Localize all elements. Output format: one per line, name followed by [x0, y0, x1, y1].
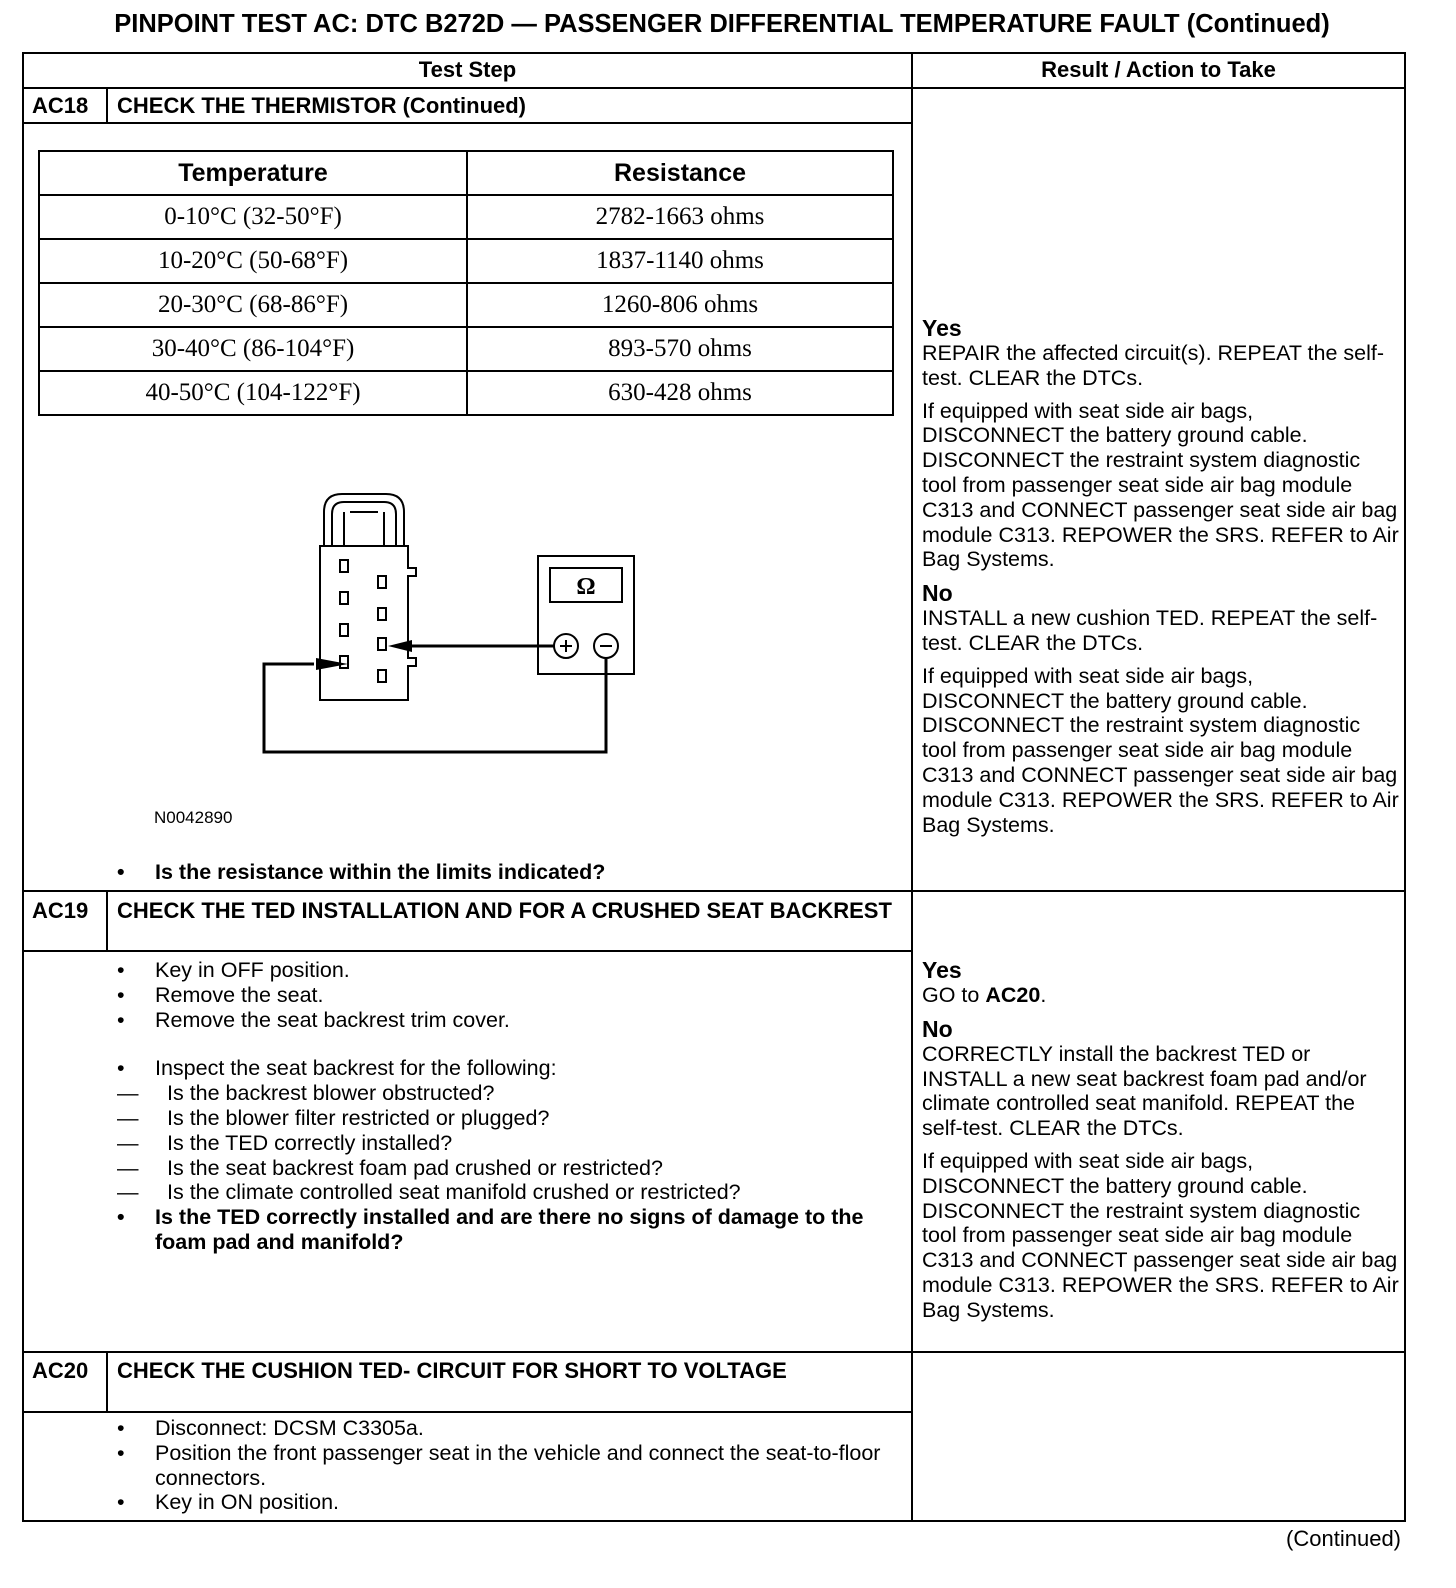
list-item: • Disconnect: DCSM C3305a. — [117, 1416, 424, 1440]
resistance-cell: 2782-1663 ohms — [467, 195, 893, 239]
temperature-cell: 30-40°C (86-104°F) — [39, 327, 467, 371]
list-item: • Remove the seat. — [117, 982, 324, 1007]
check-item: — Is the climate controlled seat manifold crushed or restricted? — [117, 1180, 741, 1205]
table-row — [39, 239, 893, 283]
resistance-cell: 1837-1140 ohms — [467, 239, 893, 283]
result-yes-text: REPAIR the affected circuit(s). REPEAT the self-test. CLEAR the DTCs. — [922, 341, 1385, 390]
list-item: • Position the front passenger seat in the vehicle and connect the seat-to-floor connectors. — [117, 1440, 881, 1490]
resistance-table — [38, 150, 894, 416]
check-item: — Is the blower filter restricted or plugged? — [117, 1105, 550, 1130]
table-row — [39, 195, 893, 239]
table-header-temperature: Temperature — [39, 151, 467, 195]
check-item: — Is the backrest blower obstructed? — [117, 1081, 495, 1106]
figure-id: N0042890 — [154, 808, 233, 827]
connector-pin — [378, 638, 386, 650]
step-title-ac18: CHECK THE THERMISTOR (Continued) — [117, 93, 527, 118]
table-row — [39, 327, 893, 371]
ac18-result — [922, 315, 1400, 837]
page-title: PINPOINT TEST AC: DTC B272D — PASSENGER DIFFERENTIAL TEMPERATURE FAULT (Continued) — [114, 10, 1330, 38]
list-item: • Remove the seat backrest trim cover. — [117, 1007, 510, 1032]
temperature-cell: 20-30°C (68-86°F) — [39, 283, 467, 327]
ac19-result — [922, 957, 1400, 1323]
result-no-note: If equipped with seat side air bags, DISCONNECT the battery ground cable. DISCONNECT the restraint system diagnostic tool from passenger seat side air bag module C313 and CONNECT passenger seat side air bag module C313. REPOWER the SRS. REFER to Air Bag Systems. — [922, 663, 1399, 837]
ac18-question: • Is the resistance within the limits indicated? — [117, 860, 606, 884]
result-yes-text: GO to AC20. — [922, 983, 1047, 1007]
result-yes-label: Yes — [922, 957, 962, 983]
step-title-ac20: CHECK THE CUSHION TED- CIRCUIT FOR SHORT TO VOLTAGE — [117, 1358, 787, 1383]
check-item: — Is the seat backrest foam pad crushed or restricted? — [117, 1155, 663, 1180]
connector-pin — [378, 608, 386, 620]
column-divider — [911, 54, 913, 1520]
result-yes-label: Yes — [922, 315, 962, 341]
step-title-ac19: CHECK THE TED INSTALLATION AND FOR A CRUSHED SEAT BACKREST — [117, 898, 892, 923]
result-no-label: No — [922, 580, 953, 607]
result-no-label: No — [922, 1015, 953, 1042]
step-id-ac18: AC18 — [32, 93, 89, 118]
resistance-cell: 630-428 ohms — [467, 371, 893, 415]
column-header-result: Result / Action to Take — [1041, 57, 1276, 82]
list-item: • Key in ON position. — [117, 1490, 340, 1515]
ohmmeter-connector-diagram — [254, 484, 674, 764]
ac19-steps — [117, 958, 897, 1255]
ac20-steps — [117, 1416, 897, 1515]
list-item: • Inspect the seat backrest for the following: — [117, 1056, 557, 1081]
bullet: • — [117, 860, 125, 884]
step-id-ac20: AC20 — [32, 1358, 89, 1383]
temperature-cell: 0-10°C (32-50°F) — [39, 195, 467, 239]
connector-pin — [378, 670, 386, 682]
connector-pin — [340, 624, 348, 636]
header-divider — [24, 87, 1404, 89]
result-yes-note: If equipped with seat side air bags, DISCONNECT the battery ground cable. DISCONNECT the restraint system diagnostic tool from passenger seat side air bag module C313 and CONNECT passenger seat side air bag module C313. REPOWER the SRS. REFER to Air Bag Systems. — [922, 398, 1399, 572]
table-header-resistance: Resistance — [467, 151, 893, 195]
temperature-cell: 10-20°C (50-68°F) — [39, 239, 467, 283]
ac19-question: • Is the TED correctly installed and are there no signs of damage to the foam pad and manifold? — [117, 1205, 864, 1254]
result-no-note: If equipped with seat side air bags, DISCONNECT the battery ground cable. DISCONNECT the restraint system diagnostic tool from passenger seat side air bag module C313 and CONNECT passenger seat side air bag module C313. REPOWER the SRS. REFER to Air Bag Systems. — [922, 1148, 1399, 1322]
connector-pin — [378, 576, 386, 588]
negative-test-lead — [264, 658, 606, 752]
list-item: • Key in OFF position. — [117, 958, 350, 982]
connector-body — [320, 546, 416, 700]
pinpoint-test-table — [22, 52, 1406, 1522]
temperature-cell: 40-50°C (104-122°F) — [39, 371, 467, 415]
ohm-symbol: Ω — [576, 574, 596, 600]
column-header-test-step: Test Step — [418, 57, 517, 82]
go-to-step-link[interactable]: AC20 — [985, 983, 1041, 1007]
table-row — [39, 371, 893, 415]
connector-pin — [340, 560, 348, 572]
resistance-cell: 893-570 ohms — [467, 327, 893, 371]
connector-pin — [340, 656, 348, 668]
step-id-ac19: AC19 — [32, 898, 89, 923]
resistance-cell: 1260-806 ohms — [467, 283, 893, 327]
result-no-text: CORRECTLY install the backrest TED or INSTALL a new seat backrest foam pad and/or climate controlled seat manifold. REPEAT the self-test. CLEAR the DTCs. — [922, 1041, 1367, 1141]
check-item: — Is the TED correctly installed? — [117, 1130, 453, 1155]
continued-label: (Continued) — [1286, 1526, 1401, 1551]
connector-pin — [340, 592, 348, 604]
table-row — [39, 283, 893, 327]
result-no-text: INSTALL a new cushion TED. REPEAT the self-test. CLEAR the DTCs. — [922, 606, 1378, 655]
